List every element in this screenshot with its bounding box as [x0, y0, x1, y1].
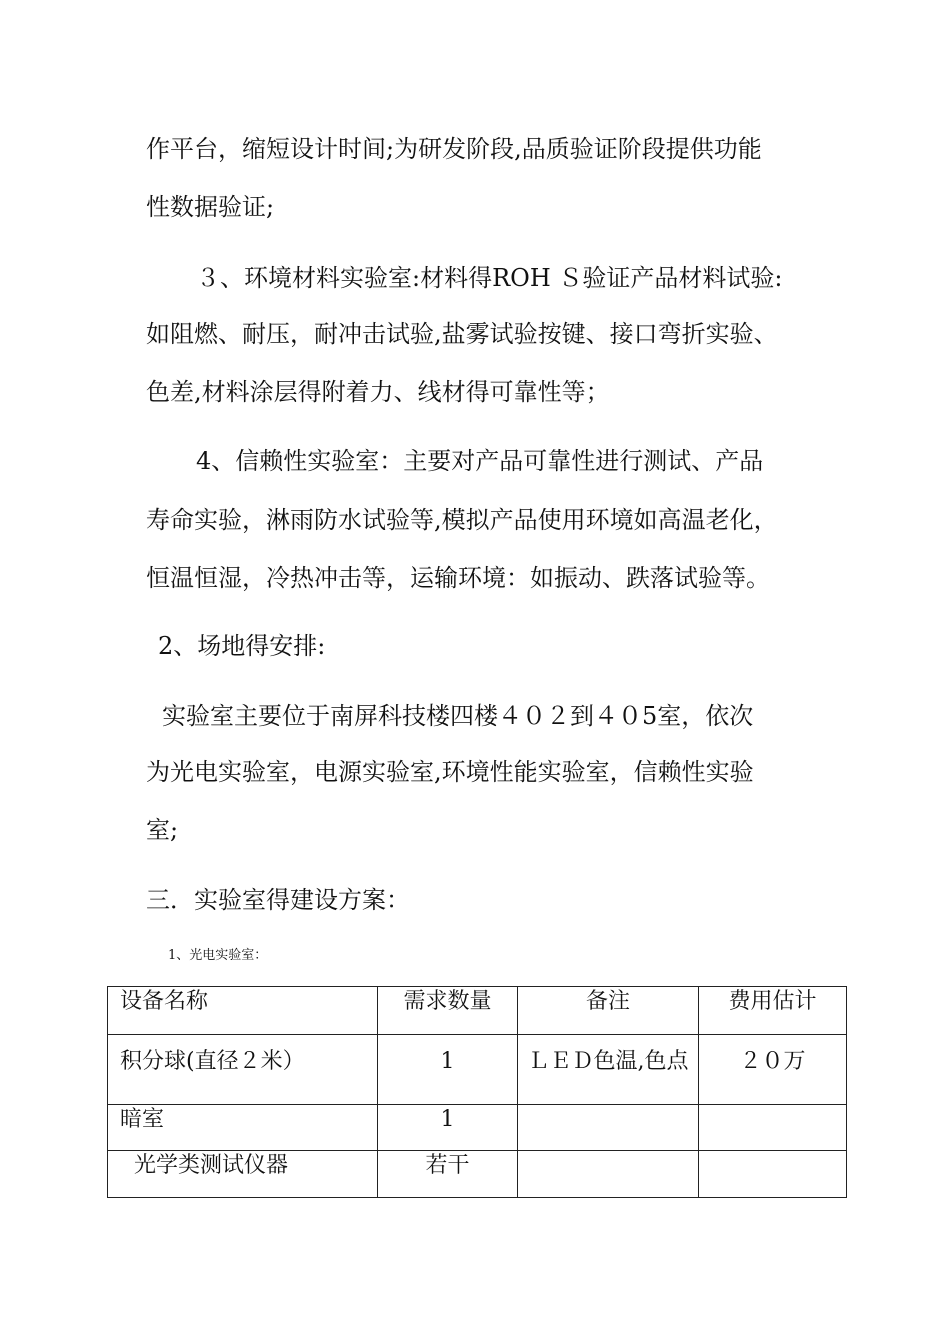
- paragraph-line: 恒温恒湿，冷热冲击等，运输环境：如振动、跌落试验等。: [146, 564, 770, 592]
- paragraph-line: 寿命实验，淋雨防水试验等,模拟产品使用环境如高温老化，: [146, 506, 778, 534]
- cell-cost-estimate: ２０万: [739, 1049, 806, 1074]
- paragraph-line: 实验室主要位于南屏科技楼四楼４０２到４０5室，依次: [162, 702, 754, 730]
- table-header-row: [108, 987, 847, 1035]
- section-heading: 三．实验室得建设方案：: [146, 886, 410, 914]
- paragraph-line: 色差,材料涂层得附着力、线材得可靠性等；: [146, 378, 610, 406]
- header-equipment-name: 设备名称: [120, 989, 209, 1014]
- paragraph-line: 室;: [146, 816, 179, 844]
- equipment-table: [107, 986, 847, 1198]
- cell-equipment-name: 积分球(直径２米）: [120, 1049, 305, 1074]
- table-row: [108, 1151, 847, 1198]
- cell-quantity: 1: [440, 1049, 455, 1074]
- cell-remarks: ＬＥＤ色温,色点: [527, 1049, 689, 1074]
- section-heading: 2、场地得安排:: [158, 632, 326, 660]
- paragraph-line: 为光电实验室，电源实验室,环境性能实验室，信赖性实验: [146, 758, 754, 786]
- cell-equipment-name: 光学类测试仪器: [134, 1153, 289, 1178]
- header-quantity: 需求数量: [403, 989, 492, 1014]
- paragraph-line: 4、信赖性实验室：主要对产品可靠性进行测试、产品: [196, 447, 764, 475]
- header-cost-estimate: 费用估计: [728, 989, 817, 1014]
- cell-quantity: 1: [440, 1107, 455, 1132]
- table-row: [108, 1035, 847, 1105]
- cell-equipment-name: 暗室: [120, 1107, 165, 1132]
- paragraph-line: 性数据验证;: [146, 193, 275, 221]
- paragraph-line: ３、环境材料实验室:材料得ROH Ｓ验证产品材料试验:: [196, 264, 783, 292]
- subsection-heading: 1、光电实验室：: [168, 948, 268, 963]
- cell-quantity: 若干: [425, 1153, 470, 1178]
- paragraph-line: 如阻燃、耐压，耐冲击试验,盐雾试验按键、接口弯折实验、: [146, 320, 778, 348]
- table-row: [108, 1105, 847, 1151]
- paragraph-line: 作平台，缩短设计时间;为研发阶段,品质验证阶段提供功能: [146, 135, 762, 163]
- header-remarks: 备注: [585, 989, 630, 1014]
